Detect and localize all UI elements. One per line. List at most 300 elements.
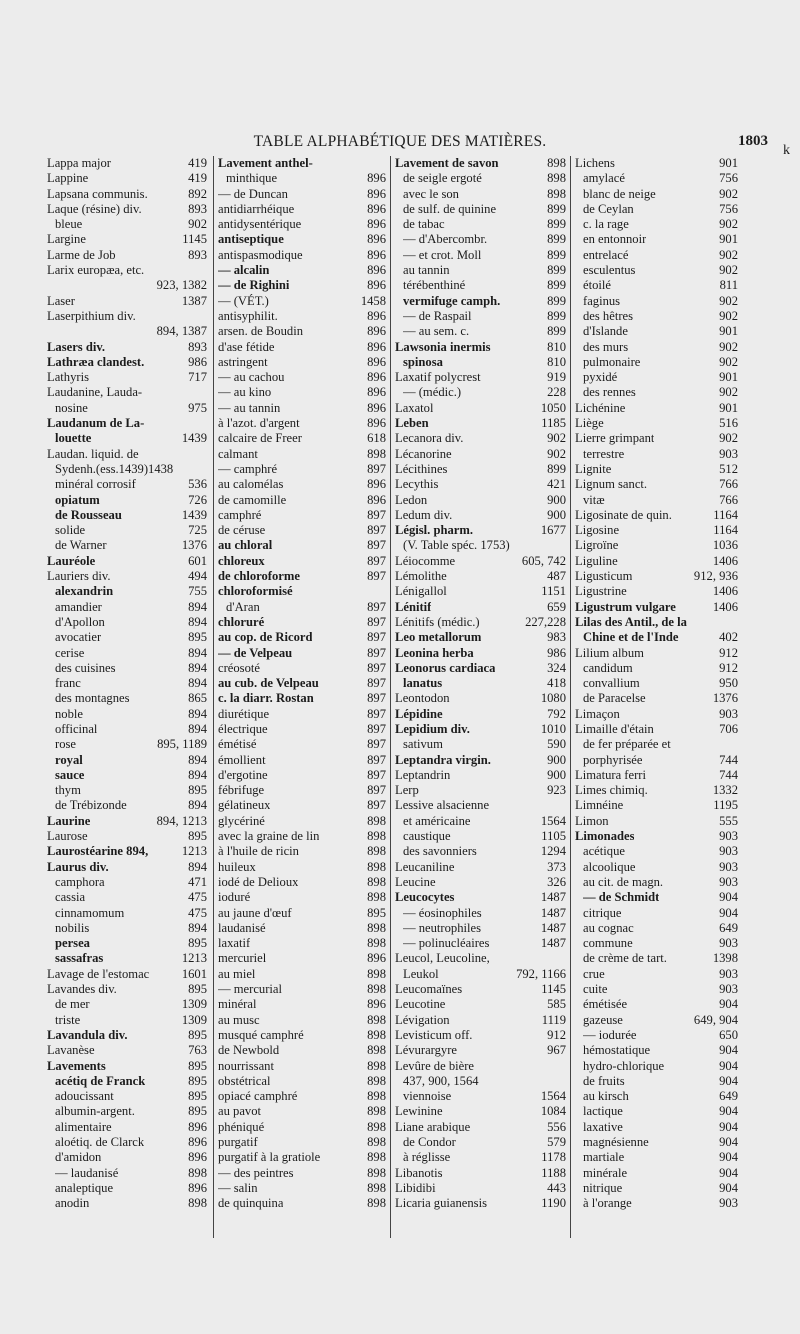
- entry-page-ref: 897: [367, 569, 386, 584]
- entry-page-ref: 402: [719, 630, 738, 645]
- entry-page-ref: 899: [547, 263, 566, 278]
- entry-page-ref: 1376: [712, 691, 738, 706]
- entry-page-ref: 903: [719, 829, 738, 844]
- entry-page-ref: 1164: [713, 507, 738, 522]
- entry-term: crue: [583, 966, 605, 981]
- entry-page-ref: 901: [719, 400, 738, 415]
- entry-page-ref: 902: [719, 339, 738, 354]
- entry-term: Lecythis: [395, 477, 439, 492]
- index-entry: [575, 462, 738, 477]
- index-entry: [47, 722, 207, 737]
- entry-term: Leucotine: [395, 997, 446, 1012]
- entry-term: viennoise: [403, 1089, 452, 1104]
- entry-term: — camphré: [218, 461, 278, 476]
- entry-page-ref: 901: [719, 156, 738, 170]
- entry-page-ref: 896: [367, 263, 386, 278]
- entry-page-ref: 1677: [540, 523, 566, 538]
- index-entry: [47, 982, 207, 997]
- entry-term: Levûre de bière: [395, 1058, 475, 1073]
- entry-page-ref: 1332: [712, 783, 738, 798]
- index-entry: [47, 1150, 207, 1165]
- entry-term: persea: [55, 936, 90, 951]
- entry-page-ref: 419: [188, 171, 207, 186]
- entry-page-ref: 898: [188, 1196, 207, 1211]
- index-entry: [395, 416, 566, 431]
- entry-page-ref: 1439: [181, 507, 207, 522]
- entry-term: Libidibi: [395, 1180, 436, 1195]
- entry-term: Leucomaïnes: [395, 982, 463, 997]
- index-entry: [47, 217, 207, 232]
- column-rule: [213, 156, 214, 1238]
- entry-term: louette: [55, 431, 92, 446]
- index-entry: [395, 523, 566, 538]
- entry-page-ref: 893: [188, 201, 207, 216]
- entry-term: amandier: [55, 599, 102, 614]
- entry-term: avec la graine de lin: [218, 829, 320, 844]
- entry-term: bleue: [55, 217, 83, 232]
- entry-term: alcoolique: [583, 859, 636, 874]
- index-entry: [575, 1089, 738, 1104]
- index-entry: [218, 248, 386, 263]
- entry-term: Lécithines: [395, 461, 448, 476]
- entry-term: Lavage de l'estomac: [47, 966, 150, 981]
- entry-page-ref: 494: [188, 569, 207, 584]
- index-entry: [395, 217, 566, 232]
- index-entry: [575, 676, 738, 691]
- index-entry: [218, 477, 386, 492]
- entry-term: blanc de neige: [583, 186, 656, 201]
- index-entry: [395, 722, 566, 737]
- entry-term: Ligustrum vulgare: [575, 599, 676, 614]
- entry-page-ref: 471: [188, 874, 207, 889]
- entry-page-ref: 912: [547, 1027, 566, 1042]
- index-entry: [47, 493, 207, 508]
- entry-term: camphora: [55, 874, 105, 889]
- entry-page-ref: 896: [367, 477, 386, 492]
- index-entry: [47, 951, 207, 966]
- index-entry: [395, 232, 566, 247]
- entry-page-ref: 898: [367, 966, 386, 981]
- index-entry: [218, 508, 386, 523]
- index-entry: [47, 753, 207, 768]
- entry-term: Limaçon: [575, 706, 620, 721]
- entry-page-ref: 725: [188, 523, 207, 538]
- entry-page-ref: 897: [367, 507, 386, 522]
- entry-page-ref: 895: [188, 1089, 207, 1104]
- entry-page-ref: 902: [719, 308, 738, 323]
- entry-page-ref: 897: [367, 660, 386, 675]
- entry-term: nobilis: [55, 920, 90, 935]
- entry-page-ref: 475: [188, 890, 207, 905]
- index-entry: [395, 294, 566, 309]
- margin-mark: k: [783, 143, 790, 158]
- index-entry: [575, 569, 738, 584]
- index-entry: [395, 508, 566, 523]
- entry-page-ref: 897: [367, 630, 386, 645]
- entry-page-ref: 897: [367, 721, 386, 736]
- entry-term: des murs: [583, 339, 629, 354]
- entry-term: Leucol, Leucoline,: [395, 951, 490, 966]
- entry-term: d'ergotine: [218, 767, 268, 782]
- entry-page-ref: 904: [719, 1073, 738, 1088]
- entry-page-ref: 904: [719, 890, 738, 905]
- entry-term: Lichens: [575, 156, 615, 170]
- index-entry: [218, 661, 386, 676]
- index-entry: [575, 1135, 738, 1150]
- entry-term: Lathyris: [47, 370, 89, 385]
- entry-term: — au sem. c.: [403, 324, 470, 339]
- entry-page-ref: 903: [719, 446, 738, 461]
- index-entry: [575, 921, 738, 936]
- index-entry: [575, 340, 738, 355]
- entry-term: Ledon: [395, 492, 428, 507]
- index-entry: [218, 462, 386, 477]
- index-entry: [218, 676, 386, 691]
- entry-term: de seigle ergoté: [403, 171, 482, 186]
- index-entry: [395, 385, 566, 400]
- index-entry: [395, 936, 566, 951]
- entry-page-ref: 717: [188, 370, 207, 385]
- index-entry: [575, 753, 738, 768]
- index-entry: [218, 538, 386, 553]
- entry-term: pulmonaire: [583, 354, 641, 369]
- entry-term: Laque (résine) div.: [47, 201, 142, 216]
- entry-term: — éosinophiles: [403, 905, 482, 920]
- index-entry: [395, 462, 566, 477]
- index-entry: [218, 156, 386, 171]
- entry-page-ref: 900: [547, 492, 566, 507]
- index-entry: [395, 569, 566, 584]
- index-entry: [218, 217, 386, 232]
- index-entry: [575, 431, 738, 446]
- entry-term: — de Raspail: [403, 308, 472, 323]
- index-entry: [575, 156, 738, 171]
- entry-page-ref: 897: [367, 798, 386, 813]
- index-entry: [575, 615, 738, 630]
- entry-page-ref: 893: [188, 247, 207, 262]
- index-entry: [218, 814, 386, 829]
- entry-term: — (médic.): [403, 385, 462, 400]
- entry-page-ref: 903: [719, 859, 738, 874]
- entry-term: au jaune d'œuf: [218, 905, 292, 920]
- entry-page-ref: 895: [188, 1073, 207, 1088]
- index-entry: [218, 1104, 386, 1119]
- index-entry: [575, 355, 738, 370]
- index-entry: [575, 1074, 738, 1089]
- entry-page-ref: 897: [367, 767, 386, 782]
- entry-term: émétisée: [583, 997, 628, 1012]
- entry-term: lanatus: [403, 676, 443, 691]
- index-entry: [218, 431, 386, 446]
- entry-term: sassafras: [55, 951, 104, 966]
- entry-term: royal: [55, 752, 83, 767]
- entry-term: au cop. de Ricord: [218, 630, 313, 645]
- entry-page-ref: 899: [547, 293, 566, 308]
- index-entry: [47, 1089, 207, 1104]
- entry-term: Liane arabique: [395, 1119, 471, 1134]
- entry-page-ref: 901: [719, 370, 738, 385]
- entry-term: chloroformisé: [218, 584, 293, 599]
- index-entry: [47, 294, 207, 309]
- index-entry: [395, 676, 566, 691]
- entry-page-ref: 897: [367, 676, 386, 691]
- entry-term: alexandrin: [55, 584, 114, 599]
- entry-term: — laudanisé: [55, 1165, 119, 1180]
- entry-page-ref: 1487: [540, 936, 566, 951]
- entry-term: Lavanèse: [47, 1043, 95, 1058]
- index-entry: [218, 768, 386, 783]
- entry-page-ref: 897: [367, 538, 386, 553]
- entry-page-ref: 1458: [360, 293, 386, 308]
- index-entry: [47, 477, 207, 492]
- entry-page-ref: 895: [188, 829, 207, 844]
- index-entry: [218, 294, 386, 309]
- entry-term: Lévigation: [395, 1012, 450, 1027]
- index-entry: [47, 890, 207, 905]
- index-entry: [47, 967, 207, 982]
- entry-term: terrestre: [583, 446, 625, 461]
- entry-term: Liège: [575, 416, 604, 431]
- index-entry: [395, 187, 566, 202]
- index-entry: [47, 844, 207, 859]
- entry-term: — alcalin: [218, 263, 270, 278]
- entry-term: lactique: [583, 1104, 623, 1119]
- index-entry: [395, 1166, 566, 1181]
- entry-page-ref: 326: [547, 874, 566, 889]
- entry-term: antidiarrhéique: [218, 201, 295, 216]
- entry-term: — de Velpeau: [218, 645, 293, 660]
- entry-page-ref: 755: [188, 584, 207, 599]
- entry-page-ref: 894: [188, 721, 207, 736]
- entry-page-ref: 898: [367, 982, 386, 997]
- entry-page-ref: 418: [547, 676, 566, 691]
- entry-term: Laudanum de La-: [47, 416, 145, 431]
- entry-page-ref: 899: [547, 278, 566, 293]
- index-entry: [575, 324, 738, 339]
- entry-page-ref: 650: [719, 1027, 738, 1042]
- index-entry: [395, 951, 566, 966]
- index-entry: [47, 1135, 207, 1150]
- entry-term: ioduré: [218, 890, 251, 905]
- entry-page-ref: 902: [719, 263, 738, 278]
- entry-term: de Warner: [55, 538, 107, 553]
- entry-term: de Ceylan: [583, 201, 634, 216]
- index-entry: [575, 600, 738, 615]
- index-entry: [395, 431, 566, 446]
- entry-term: au cub. de Velpeau: [218, 676, 319, 691]
- entry-term: arsen. de Boudin: [218, 324, 303, 339]
- entry-term: Sydenh.(ess.1439)1438: [55, 461, 174, 476]
- index-entry: [395, 263, 566, 278]
- index-entry: [575, 1028, 738, 1043]
- entry-term: Laxatol: [395, 400, 434, 415]
- entry-page-ref: 1601: [181, 966, 207, 981]
- entry-page-ref: 1309: [181, 1012, 207, 1027]
- index-entry: [47, 1120, 207, 1135]
- index-entry: [218, 707, 386, 722]
- index-entry: [575, 707, 738, 722]
- index-entry: [47, 187, 207, 202]
- index-entry: [218, 340, 386, 355]
- index-entry: [218, 615, 386, 630]
- entry-term: en entonnoir: [583, 232, 647, 247]
- entry-term: de mer: [55, 997, 90, 1012]
- entry-term: — (VÉT.): [218, 293, 269, 308]
- index-entry: [395, 493, 566, 508]
- entry-term: Laurose: [47, 829, 88, 844]
- entry-page-ref: 896: [367, 324, 386, 339]
- index-entry: [575, 523, 738, 538]
- entry-term: émollient: [218, 752, 266, 767]
- entry-page-ref: 766: [719, 492, 738, 507]
- index-entry: [575, 477, 738, 492]
- index-entry: [47, 1013, 207, 1028]
- index-entry: [218, 691, 386, 706]
- entry-term: laxative: [583, 1119, 623, 1134]
- index-entry: [575, 997, 738, 1012]
- entry-term: Lavement anthel-: [218, 156, 313, 170]
- entry-term: — polinucléaires: [403, 936, 490, 951]
- entry-term: de tabac: [403, 217, 445, 232]
- index-entry: [47, 875, 207, 890]
- index-entry: [575, 263, 738, 278]
- entry-term: — et crot. Moll: [403, 247, 482, 262]
- entry-term: martiale: [583, 1150, 625, 1165]
- entry-term: de camomille: [218, 492, 287, 507]
- entry-term: antisyphilit.: [218, 308, 278, 323]
- entry-page-ref: 896: [367, 217, 386, 232]
- entry-page-ref: 894: [188, 798, 207, 813]
- index-entry: [218, 1120, 386, 1135]
- entry-page-ref: 649: [719, 1089, 738, 1104]
- index-entry: [218, 829, 386, 844]
- entry-term: Lignite: [575, 461, 612, 476]
- index-entry: [218, 202, 386, 217]
- entry-term: Laserpithium div.: [47, 308, 136, 323]
- entry-term: magnésienne: [583, 1135, 649, 1149]
- index-entry: [218, 401, 386, 416]
- entry-term: des cuisines: [55, 660, 116, 675]
- entry-page-ref: 373: [547, 859, 566, 874]
- index-entry: [575, 1150, 738, 1165]
- index-entry: [395, 860, 566, 875]
- entry-term: albumin-argent.: [55, 1104, 135, 1119]
- entry-page-ref: 810: [547, 339, 566, 354]
- entry-term: au miel: [218, 966, 256, 981]
- entry-page-ref: 898: [367, 1196, 386, 1211]
- index-entry: [395, 875, 566, 890]
- index-entry: [395, 401, 566, 416]
- entry-page-ref: 899: [547, 324, 566, 339]
- entry-page-ref: 904: [719, 905, 738, 920]
- entry-page-ref: 896: [367, 997, 386, 1012]
- entry-term: spinosa: [403, 354, 443, 369]
- entry-page-ref: 1080: [540, 691, 566, 706]
- index-entry: [47, 278, 207, 293]
- entry-page-ref: 898: [367, 1073, 386, 1088]
- entry-page-ref: 1387: [181, 293, 207, 308]
- entry-page-ref: 898: [367, 1165, 386, 1180]
- index-entry: [218, 584, 386, 599]
- index-entry: [575, 906, 738, 921]
- entry-term: de quinquina: [218, 1196, 284, 1211]
- entry-page-ref: 1145: [541, 982, 566, 997]
- entry-term: Lessive alsacienne: [395, 798, 490, 813]
- entry-term: laudanisé: [218, 920, 266, 935]
- index-entry: [218, 278, 386, 293]
- entry-term: triste: [55, 1012, 81, 1027]
- entry-page-ref: 904: [719, 1104, 738, 1119]
- entry-term: opiatum: [55, 492, 100, 507]
- entry-page-ref: 605, 742: [521, 553, 566, 568]
- entry-term: hémostatique: [583, 1043, 651, 1058]
- entry-term: Ligusticum: [575, 569, 633, 584]
- entry-term: Leukol: [403, 966, 439, 981]
- index-entry: [395, 1196, 566, 1211]
- index-entry: [218, 967, 386, 982]
- entry-page-ref: 899: [547, 201, 566, 216]
- entry-term: Lappine: [47, 171, 89, 186]
- index-entry: [395, 691, 566, 706]
- entry-page-ref: 1309: [181, 997, 207, 1012]
- entry-page-ref: 1195: [713, 798, 738, 813]
- entry-term: Lavandes div.: [47, 982, 117, 997]
- entry-term: de Trébizonde: [55, 798, 127, 813]
- entry-term: Leben: [395, 416, 429, 431]
- entry-page-ref: 902: [719, 431, 738, 446]
- index-entry: [395, 1150, 566, 1165]
- entry-page-ref: 896: [367, 339, 386, 354]
- index-entry: [218, 875, 386, 890]
- entry-term: faginus: [583, 293, 621, 308]
- index-entry: [47, 921, 207, 936]
- index-entry: [575, 1166, 738, 1181]
- entry-page-ref: 744: [719, 767, 738, 782]
- entry-page-ref: 585: [547, 997, 566, 1012]
- entry-page-ref: 896: [367, 201, 386, 216]
- entry-term: antiseptique: [218, 232, 284, 247]
- entry-page-ref: 810: [547, 354, 566, 369]
- entry-term: Leptandrin: [395, 767, 451, 782]
- index-entry: [218, 844, 386, 859]
- index-entry: [218, 263, 386, 278]
- index-entry: [47, 554, 207, 569]
- index-entry: [218, 798, 386, 813]
- index-entry: [575, 890, 738, 905]
- entry-page-ref: 894: [188, 676, 207, 691]
- entry-page-ref: 556: [547, 1119, 566, 1134]
- entry-term: d'Apollon: [55, 614, 105, 629]
- entry-term: de sulf. de quinine: [403, 201, 497, 216]
- index-entry: [47, 691, 207, 706]
- index-entry: [218, 1043, 386, 1058]
- entry-term: Limon: [575, 813, 609, 828]
- entry-term: analeptique: [55, 1180, 114, 1195]
- index-entry: [395, 447, 566, 462]
- index-entry: [395, 1043, 566, 1058]
- entry-term: cuite: [583, 982, 608, 997]
- index-entry: [395, 997, 566, 1012]
- index-entry: [575, 171, 738, 186]
- entry-page-ref: 902: [719, 217, 738, 232]
- entry-term: — d'Abercombr.: [403, 232, 488, 247]
- entry-page-ref: 898: [547, 156, 566, 170]
- entry-term: Lévurargyre: [395, 1043, 458, 1058]
- index-entry: [395, 370, 566, 385]
- entry-page-ref: 898: [367, 1012, 386, 1027]
- index-entry: [575, 401, 738, 416]
- entry-term: alimentaire: [55, 1119, 112, 1134]
